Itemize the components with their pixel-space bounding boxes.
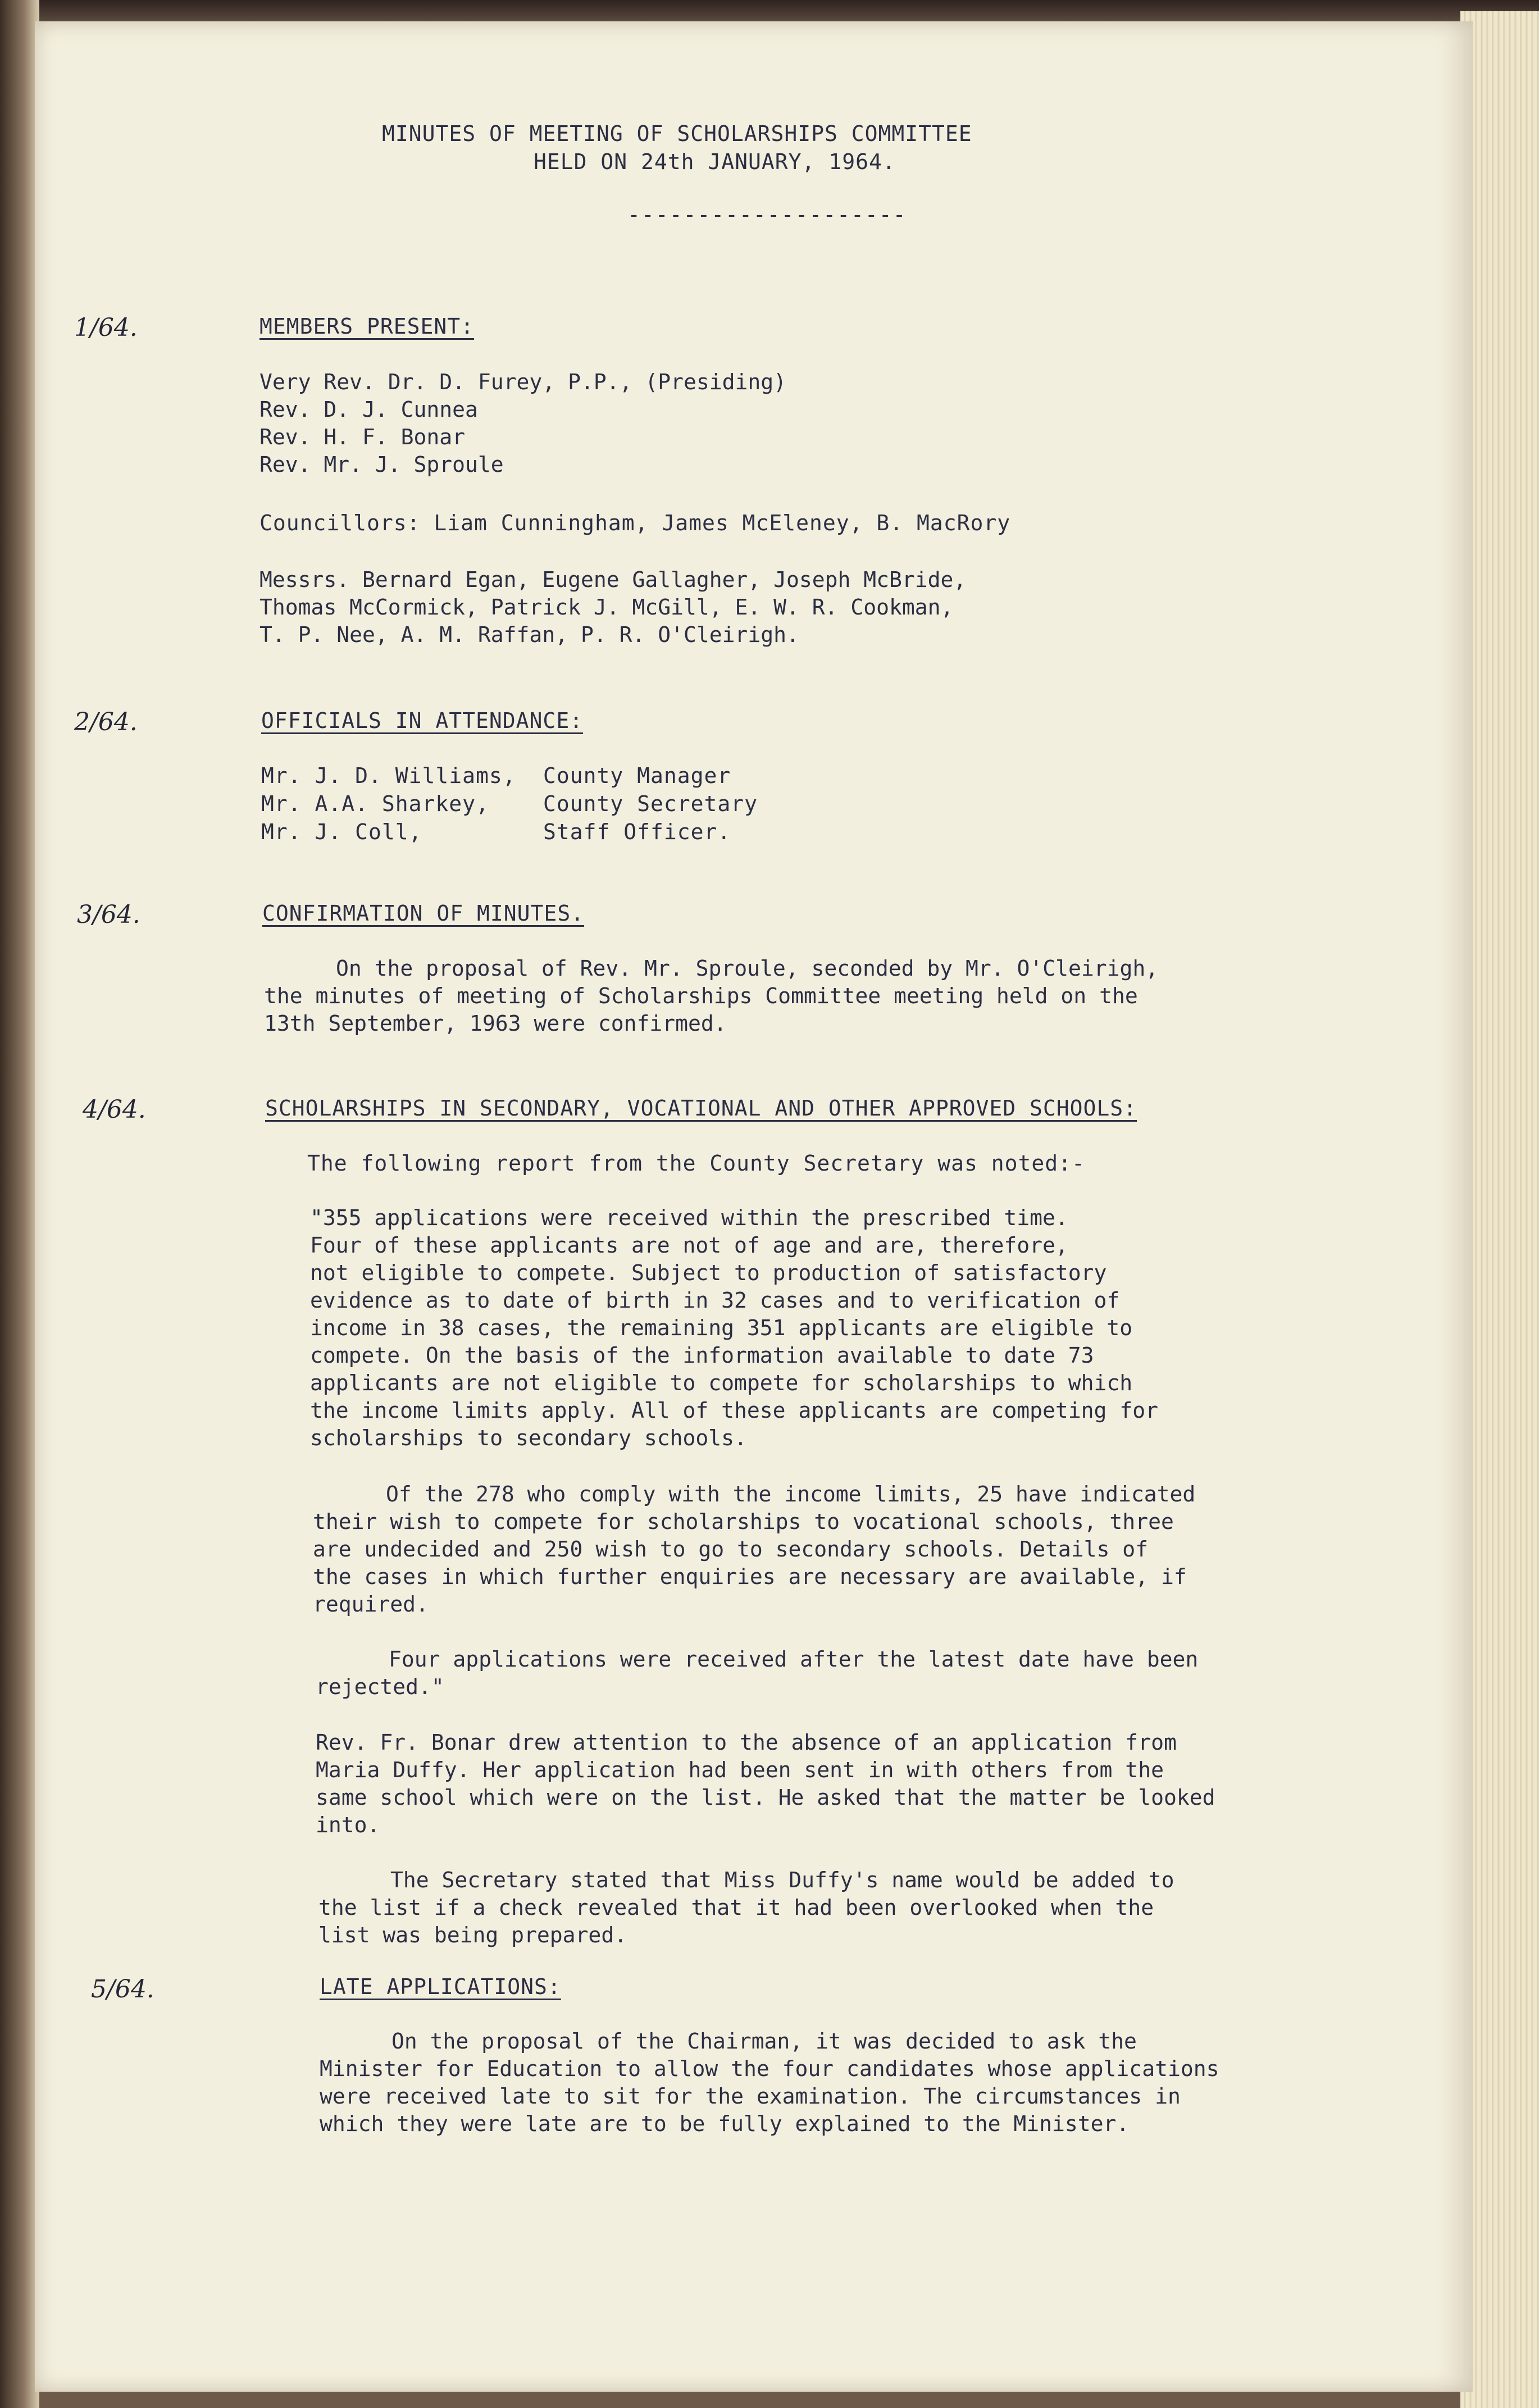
- paragraph-line: the list if a check revealed that it had been overlooked when the: [318, 1895, 1154, 1920]
- paragraph-line: scholarships to secondary schools.: [310, 1426, 747, 1450]
- paragraph-line: compete. On the basis of the information available to date 73: [310, 1343, 1094, 1368]
- paragraph-line: the cases in which further enquiries are necessary are available, if: [313, 1564, 1187, 1589]
- paragraph-line: On the proposal of the Chairman, it was decided to ask the: [391, 2029, 1137, 2054]
- paragraph-line: not eligible to compete. Subject to production of satisfactory: [310, 1260, 1107, 1285]
- paragraph-line: 13th September, 1963 were confirmed.: [264, 1011, 727, 1036]
- paragraph-line: the income limits apply. All of these applicants are competing for: [310, 1398, 1158, 1423]
- title-rule: --------------------: [627, 202, 907, 227]
- member-line: Rev. H. F. Bonar: [259, 425, 466, 449]
- official-role: County Manager: [543, 763, 731, 788]
- confirmation-paragraph: [264, 955, 1158, 1037]
- paragraph-line: into.: [316, 1813, 380, 1837]
- official-name: Mr. A.A. Sharkey,: [261, 791, 489, 816]
- paragraph-line: "355 applications were received within the prescribed time.: [310, 1205, 1068, 1230]
- item-heading: CONFIRMATION OF MINUTES.: [262, 901, 585, 926]
- paragraph-line: applicants are not eligible to compete for scholarships to which: [310, 1371, 1133, 1395]
- paragraph-line: On the proposal of Rev. Mr. Sproule, seconded by Mr. O'Cleirigh,: [336, 956, 1159, 981]
- official-name: Mr. J. D. Williams,: [261, 763, 516, 788]
- report-paragraph-3: [316, 1646, 1198, 1701]
- official-role: County Secretary: [543, 791, 758, 816]
- paragraph-line: Maria Duffy. Her application had been sent in with others from the: [316, 1758, 1164, 1782]
- item-heading: OFFICIALS IN ATTENDANCE:: [261, 708, 584, 733]
- official-name: Mr. J. Coll,: [261, 820, 422, 844]
- item-number: 5/64.: [91, 1975, 154, 2004]
- item-heading: LATE APPLICATIONS:: [320, 1974, 561, 1999]
- item-number: 3/64.: [77, 900, 140, 929]
- paragraph-line: Of the 278 who comply with the income limits, 25 have indicated: [386, 1482, 1196, 1506]
- paragraph-line: were received late to sit for the examination. The circumstances in: [320, 2084, 1181, 2109]
- document-page: [35, 21, 1473, 2392]
- official-role: Staff Officer.: [543, 820, 731, 844]
- paragraph-line: which they were late are to be fully explained to the Minister.: [320, 2111, 1130, 2136]
- paragraph-line: rejected.": [316, 1674, 444, 1699]
- paragraph-line: evidence as to date of birth in 32 cases and to verification of: [310, 1288, 1120, 1313]
- paragraph-line: income in 38 cases, the remaining 351 applicants are eligible to: [310, 1315, 1133, 1340]
- paragraph-line: required.: [313, 1592, 429, 1617]
- book-top-edge: [0, 0, 1539, 22]
- member-line: Very Rev. Dr. D. Furey, P.P., (Presiding): [259, 370, 786, 394]
- paragraph-line: The Secretary stated that Miss Duffy's name would be added to: [390, 1868, 1174, 1892]
- paragraph-line: list was being prepared.: [318, 1923, 627, 1947]
- report-paragraph-2: [313, 1481, 1195, 1618]
- paragraph-line: their wish to compete for scholarships to vocational schools, three: [313, 1509, 1174, 1534]
- paragraph-line: same school which were on the list. He asked that the matter be looked: [316, 1785, 1215, 1810]
- paragraph-line: Rev. Fr. Bonar drew attention to the absence of an application from: [316, 1730, 1177, 1755]
- report-paragraph-1: [310, 1204, 1158, 1452]
- secretary-paragraph: [318, 1867, 1174, 1949]
- councillors-line: Councillors: Liam Cunningham, James McEleney, B. MacRory: [259, 511, 1011, 535]
- member-line: Rev. D. J. Cunnea: [259, 397, 478, 422]
- item-heading: MEMBERS PRESENT:: [259, 314, 475, 339]
- messrs-list: [259, 566, 966, 649]
- paragraph-line: are undecided and 250 wish to go to secondary schools. Details of: [313, 1537, 1149, 1562]
- paragraph-line: Four applications were received after the latest date have been: [389, 1647, 1199, 1672]
- messrs-line: T. P. Nee, A. M. Raffan, P. R. O'Cleirigh.: [259, 622, 799, 647]
- messrs-line: Messrs. Bernard Egan, Eugene Gallagher, Joseph McBride,: [259, 567, 967, 592]
- item-number: 4/64.: [83, 1095, 146, 1124]
- paragraph-line: Minister for Education to allow the four candidates whose applications: [320, 2056, 1219, 2081]
- bonar-paragraph: [316, 1729, 1215, 1839]
- item-number: 2/64.: [74, 708, 138, 736]
- report-intro: The following report from the County Secretary was noted:-: [307, 1151, 1085, 1176]
- members-list: [259, 368, 786, 479]
- messrs-line: Thomas McCormick, Patrick J. McGill, E. W. R. Cookman,: [259, 595, 954, 620]
- title-line-2: HELD ON 24th JANUARY, 1964.: [534, 149, 896, 174]
- item-heading: SCHOLARSHIPS IN SECONDARY, VOCATIONAL AND OTHER APPROVED SCHOOLS:: [265, 1096, 1137, 1121]
- paragraph-line: the minutes of meeting of Scholarships Committee meeting held on the: [264, 984, 1138, 1008]
- item-number: 1/64.: [74, 313, 138, 342]
- paragraph-line: Four of these applicants are not of age and are, therefore,: [310, 1233, 1068, 1258]
- late-applications-paragraph: [320, 2028, 1219, 2138]
- book-spine: [0, 0, 39, 2408]
- member-line: Rev. Mr. J. Sproule: [259, 452, 504, 477]
- title-line-1: MINUTES OF MEETING OF SCHOLARSHIPS COMMITTEE: [382, 121, 972, 146]
